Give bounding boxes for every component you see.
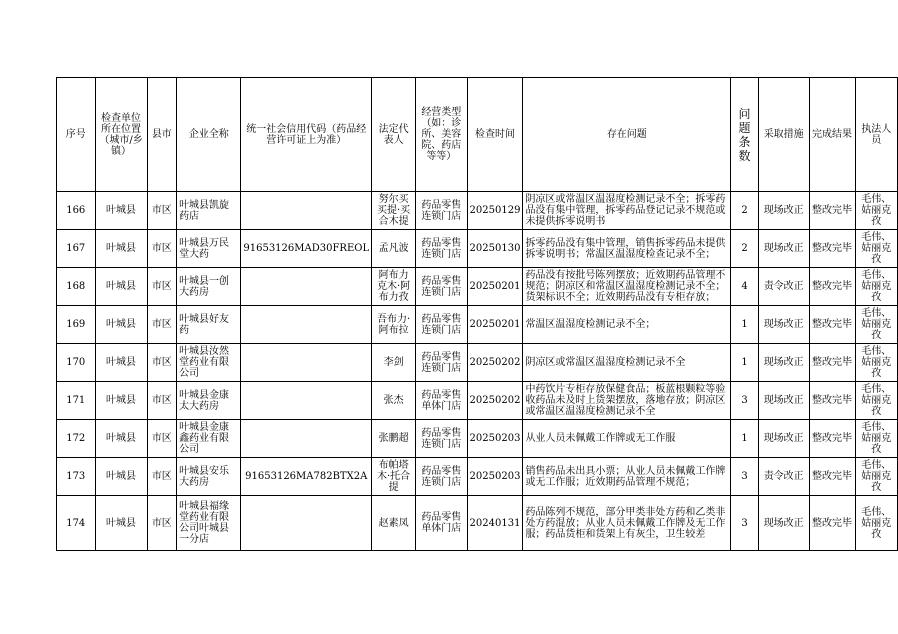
cell-county: 市区 [147,306,177,344]
cell-location: 叶城县 [95,306,147,344]
cell-county: 市区 [147,230,177,268]
cell-type: 药品零售连锁门店 [416,268,467,306]
cell-measure: 现场改正 [758,344,809,382]
cell-result: 整改完毕 [809,458,855,496]
table-row [57,192,898,230]
cell-officers: 毛伟、姑丽克孜 [855,496,897,551]
cell-issue: 药品陈列不规范，部分甲类非处方药和乙类非处方药混放；从业人员未佩戴工作牌及无工作服；药品货柜和货架上有灰尘，卫生较差 [523,496,731,551]
header-cell: 执法人员 [855,78,897,192]
cell-legal-rep: 布帕塔木·托合提 [372,458,416,496]
cell-issue: 从业人员未佩戴工作牌或无工作服 [523,420,731,458]
cell-type: 药品零售连锁门店 [416,458,467,496]
cell-location: 叶城县 [95,420,147,458]
cell-code: 91653126MA782BTX2A [241,458,372,496]
cell-county: 市区 [147,344,177,382]
cell-measure: 现场改正 [758,192,809,230]
cell-type: 药品零售连锁门店 [416,230,467,268]
cell-no: 170 [57,344,96,382]
cell-legal-rep: 努尔买买提·买合木提 [372,192,416,230]
cell-type: 药品零售连锁门店 [416,420,467,458]
cell-legal-rep: 阿布力克木·阿布力孜 [372,268,416,306]
cell-legal-rep: 孟凡波 [372,230,416,268]
cell-measure: 现场改正 [758,382,809,420]
header-cell: 存在问题 [523,78,731,192]
cell-no: 174 [57,496,96,551]
cell-measure: 责令改正 [758,458,809,496]
cell-company: 叶城县汝然堂药业有限公司 [177,344,241,382]
cell-company: 叶城县安乐大药房 [177,458,241,496]
cell-measure: 现场改正 [758,496,809,551]
table-row [57,268,898,306]
cell-count: 1 [731,420,759,458]
cell-count: 4 [731,268,759,306]
header-row [57,78,898,192]
cell-count: 2 [731,192,759,230]
cell-result: 整改完毕 [809,306,855,344]
cell-date: 20250202 [467,344,523,382]
cell-location: 叶城县 [95,344,147,382]
cell-date: 20250129 [467,192,523,230]
cell-code: 91653126MAD30FREOL [241,230,372,268]
cell-type: 药品零售连锁门店 [416,344,467,382]
cell-no: 169 [57,306,96,344]
cell-issue: 销售药品未出具小票；从业人员未佩戴工作牌或无工作服；近效期药品管理不规范； [523,458,731,496]
cell-county: 市区 [147,192,177,230]
cell-date: 20240131 [467,496,523,551]
cell-officers: 毛伟、姑丽克孜 [855,344,897,382]
cell-officers: 毛伟、姑丽克孜 [855,230,897,268]
cell-code [241,496,372,551]
cell-company: 叶城县金康鑫药业有限公司 [177,420,241,458]
header-cell: 县市 [147,78,177,192]
cell-code [241,420,372,458]
cell-type: 药品零售连锁门店 [416,192,467,230]
table-row [57,344,898,382]
header-cell: 统一社会信用代码（药品经营许可证上为准） [241,78,372,192]
cell-date: 20250130 [467,230,523,268]
cell-measure: 现场改正 [758,306,809,344]
cell-issue: 阴凉区或常温区温湿度检测记录不全；拆零药品没有集中管理，拆零药品登记记录不规范或未提供拆零说明书 [523,192,731,230]
cell-location: 叶城县 [95,230,147,268]
header-cell: 序号 [57,78,96,192]
cell-result: 整改完毕 [809,496,855,551]
cell-location: 叶城县 [95,268,147,306]
table-row [57,496,898,551]
cell-issue: 药品没有按批号陈列摆放；近效期药品管理不规范；阴凉区和常温区温湿度检测记录不全；货架标识不全；近效期药品没有专柜存放； [523,268,731,306]
header-cell: 经营类型（如：诊所、美容院、药店等等） [416,78,467,192]
cell-officers: 毛伟、姑丽克孜 [855,192,897,230]
cell-company: 叶城县万民堂大药 [177,230,241,268]
cell-officers: 毛伟、姑丽克孜 [855,458,897,496]
cell-count: 1 [731,344,759,382]
cell-type: 药品零售单体门店 [416,496,467,551]
header-cell: 检查时间 [467,78,523,192]
cell-result: 整改完毕 [809,268,855,306]
cell-county: 市区 [147,382,177,420]
cell-legal-rep: 张鹏超 [372,420,416,458]
cell-date: 20250203 [467,458,523,496]
cell-legal-rep: 赵素凤 [372,496,416,551]
cell-result: 整改完毕 [809,382,855,420]
cell-type: 药品零售单体门店 [416,382,467,420]
cell-company: 叶城县金康太大药房 [177,382,241,420]
cell-company: 叶城县福缘堂药业有限公司叶城县一分店 [177,496,241,551]
cell-county: 市区 [147,268,177,306]
cell-no: 172 [57,420,96,458]
cell-county: 市区 [147,458,177,496]
cell-legal-rep: 吾布力·阿布拉 [372,306,416,344]
cell-measure: 现场改正 [758,420,809,458]
cell-date: 20250203 [467,420,523,458]
cell-count: 1 [731,306,759,344]
cell-date: 20250202 [467,382,523,420]
cell-issue: 常温区温湿度检测记录不全； [523,306,731,344]
cell-result: 整改完毕 [809,192,855,230]
cell-location: 叶城县 [95,192,147,230]
inspection-table [56,77,898,551]
cell-count: 3 [731,382,759,420]
cell-company: 叶城县一创大药房 [177,268,241,306]
cell-result: 整改完毕 [809,420,855,458]
header-cell: 问题条数 [731,78,759,192]
cell-location: 叶城县 [95,382,147,420]
cell-code [241,344,372,382]
header-cell: 检查单位所在位置（城市/乡镇） [95,78,147,192]
table-row [57,382,898,420]
cell-location: 叶城县 [95,458,147,496]
cell-date: 20250201 [467,306,523,344]
cell-count: 3 [731,496,759,551]
cell-company: 叶城县好友药 [177,306,241,344]
cell-code [241,192,372,230]
header-cell: 企业全称 [177,78,241,192]
cell-location: 叶城县 [95,496,147,551]
cell-issue: 拆零药品没有集中管理，销售拆零药品未提供拆零说明书；常温区温湿度检查记录不全； [523,230,731,268]
header-cell: 完成结果 [809,78,855,192]
table-row [57,230,898,268]
table-row [57,420,898,458]
cell-date: 20250201 [467,268,523,306]
cell-no: 173 [57,458,96,496]
cell-result: 整改完毕 [809,230,855,268]
cell-legal-rep: 张杰 [372,382,416,420]
cell-measure: 现场改正 [758,230,809,268]
cell-officers: 毛伟、姑丽克孜 [855,268,897,306]
cell-code [241,268,372,306]
cell-count: 3 [731,458,759,496]
cell-company: 叶城县凯旋药店 [177,192,241,230]
cell-code [241,306,372,344]
cell-officers: 毛伟、姑丽克孜 [855,420,897,458]
cell-type: 药品零售连锁门店 [416,306,467,344]
cell-no: 168 [57,268,96,306]
cell-legal-rep: 李剑 [372,344,416,382]
header-cell: 法定代表人 [372,78,416,192]
cell-officers: 毛伟、姑丽克孜 [855,382,897,420]
cell-no: 166 [57,192,96,230]
cell-no: 167 [57,230,96,268]
cell-issue: 中药饮片专柜存放保健食品；板蓝根颗粒等验收药品未及时上货架摆放，落地存放；阴凉区或常温区温湿度检测记录不全 [523,382,731,420]
cell-count: 2 [731,230,759,268]
cell-result: 整改完毕 [809,344,855,382]
table-row [57,458,898,496]
cell-county: 市区 [147,420,177,458]
cell-no: 171 [57,382,96,420]
cell-code [241,382,372,420]
table-row [57,306,898,344]
cell-issue: 阴凉区或常温区温湿度检测记录不全 [523,344,731,382]
header-cell: 采取措施 [758,78,809,192]
cell-county: 市区 [147,496,177,551]
cell-officers: 毛伟、姑丽克孜 [855,306,897,344]
cell-measure: 责令改正 [758,268,809,306]
